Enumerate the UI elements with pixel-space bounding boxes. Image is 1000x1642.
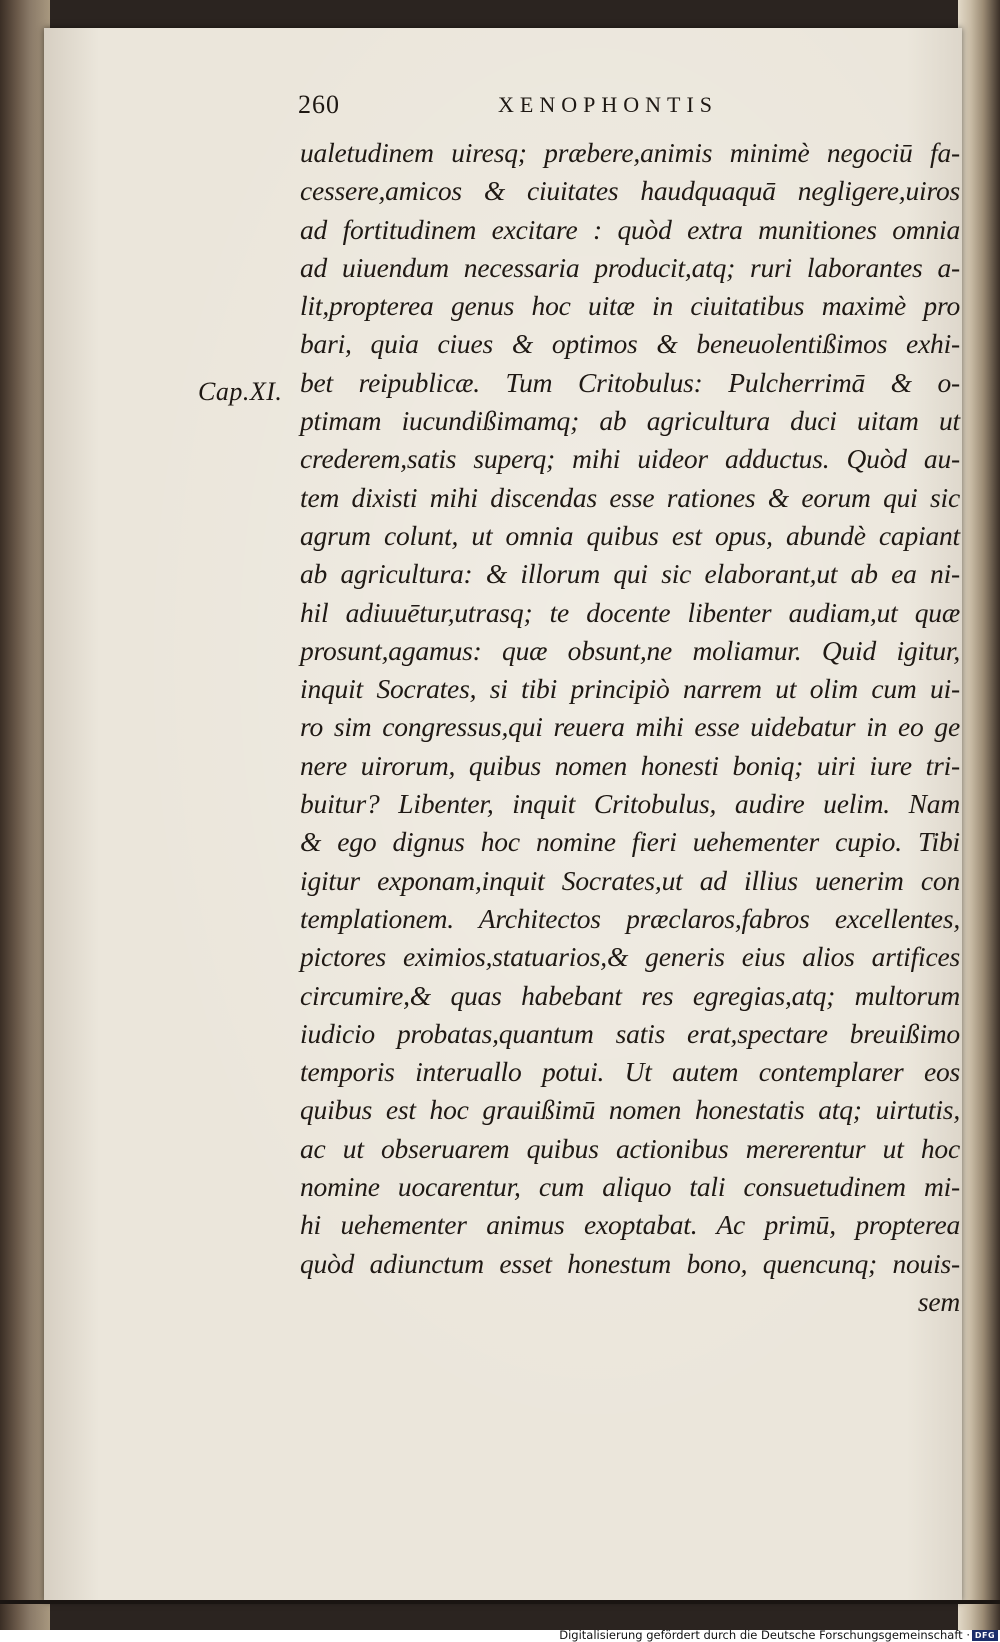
page-header [298, 90, 758, 124]
text-line: & ego dignus hoc nomine fieri uehementer cupio. Tibi [300, 826, 960, 858]
text-line: temporis interuallo potui. Ut autem contemplarer eos [300, 1056, 960, 1088]
text-line: quibus est hoc grauißimū nomen honestatis atq; uirtutis, [300, 1094, 960, 1126]
text-line: nomine uocarentur, cum aliquo tali consuetudinem mi- [300, 1171, 960, 1203]
text-line: circumire,& quas habebant res egregias,atq; multorum [300, 979, 960, 1011]
text-line: cessere,amicos & ciuitates haudquaquā negligere,uiros [300, 175, 960, 207]
text-line: quòd adiunctum esset honestum bono, quencunq; nouis- [300, 1247, 960, 1279]
text-line: ac ut obseruarem quibus actionibus mererentur ut hoc [300, 1132, 960, 1164]
text-line: ad fortitudinem excitare : quòd extra munitiones omnia [300, 213, 960, 245]
text-line: prosunt,agamus: quæ obsunt,ne moliamur. Quid igitur, [300, 634, 960, 666]
text-line: bari, quia ciues & optimos & beneuolentißimos exhi- [300, 328, 960, 360]
text-line: bet reipublicæ. Tum Critobulus: Pulcherrimā & o- [300, 366, 960, 398]
text-line: ptimam iucundißimamq; ab agricultura duci uitam ut [300, 405, 960, 437]
text-line: hil adiuuētur,utrasq; te docente libenter audiam,ut quæ [300, 596, 960, 628]
dfg-logo: DFG [972, 1630, 998, 1641]
text-line: crederem,satis superq; mihi uideor adductus. Quòd au- [300, 443, 960, 475]
running-title: XENOPHONTIS [498, 92, 718, 117]
text-line: buitur? Libenter, inquit Critobulus, audire uelim. Nam [300, 788, 960, 820]
text-line: iudicio probatas,quantum satis erat,spectare breuißimo [300, 1017, 960, 1049]
text-line: ad uiuendum necessaria producit,atq; ruri laborantes a- [300, 251, 960, 283]
text-line: ab agricultura: & illorum qui sic elaborant,ut ab ea ni- [300, 558, 960, 590]
text-line: inquit Socrates, si tibi principiò narrem ut olim cum ui- [300, 673, 960, 705]
text-line: pictores eximios,statuarios,& generis eius alios artifices [300, 941, 960, 973]
text-line: ualetudinem uiresq; præbere,animis minimè negociū fa- [300, 137, 960, 168]
page-number: 260 [298, 90, 340, 119]
right-page-edge [958, 0, 1000, 1630]
digitization-footer [0, 1630, 1000, 1642]
body-text [300, 134, 960, 1321]
catchword: sem [917, 1285, 960, 1317]
scan-bottom-rule [0, 1600, 1000, 1604]
text-line: lit,propterea genus hoc uitæ in ciuitatibus maximè pro [300, 290, 960, 322]
text-line: ro sim congressus,qui reuera mihi esse uidebatur in eo ge [300, 711, 960, 743]
text-line: igitur exponam,inquit Socrates,ut ad illius uenerim con [300, 864, 960, 896]
chapter-margin-note: Cap.XI. [198, 377, 283, 406]
text-line: nere uirorum, quibus nomen honesti boniq; uiri iure tri- [300, 749, 960, 781]
text-line: tem dixisti mihi discendas esse rationes & eorum qui sic [300, 481, 960, 513]
funding-notice: Digitalisierung gefördert durch die Deutsche Forschungsgemeinschaft · [559, 1628, 970, 1642]
text-line: hi uehementer animus exoptabat. Ac primū, propterea [300, 1209, 960, 1241]
left-page-edge [0, 0, 50, 1630]
text-line: templationem. Architectos præclaros,fabros excellentes, [300, 902, 960, 934]
text-line: agrum colunt, ut omnia quibus est opus, abundè capiant [300, 519, 960, 551]
